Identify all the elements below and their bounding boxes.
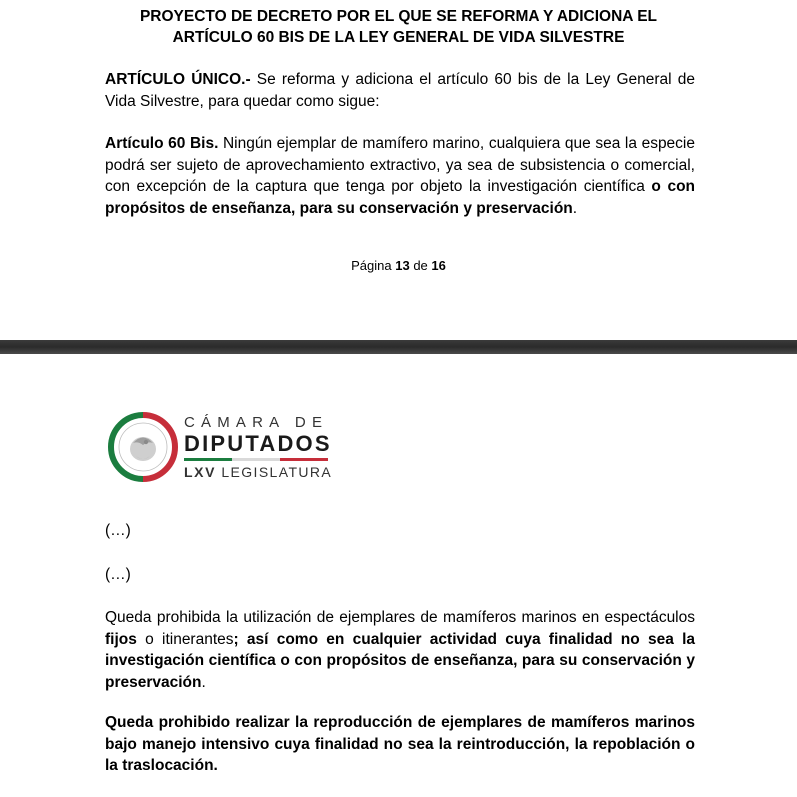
prohibition-paragraph-2: Queda prohibido realizar la reproducción de ejemplares de mamíferos marinos bajo manejo intensivo cuya finalidad no sea la reintroducción, la repoblación o la traslocación. (105, 714, 695, 774)
omitted-text-marker-1: (…) (105, 522, 131, 539)
prohibition-1-part-b: fijos (105, 630, 137, 648)
article-60-bis-period: . (572, 199, 578, 217)
decree-title-line-2: ARTÍCULO 60 BIS DE LA LEY GENERAL DE VIDA SILVESTRE (172, 29, 625, 46)
decree-title-line-1: PROYECTO DE DECRETO POR EL QUE SE REFORMA Y ADICIONA EL (139, 8, 658, 25)
article-unico-label: ARTÍCULO ÚNICO.- (105, 71, 251, 88)
logo-line-legislatura (184, 462, 332, 482)
article-60-bis-addition: o con propósitos de enseñanza, para su conservación y preservación (105, 178, 695, 217)
prohibition-paragraph-1 (105, 607, 695, 693)
logo-legislature-word: LEGISLATURA (216, 464, 333, 480)
article-60-bis-paragraph (105, 133, 695, 219)
camara-de-diputados-logo (108, 406, 338, 486)
omitted-text-marker-2: (…) (105, 566, 131, 583)
article-60-bis-label: Artículo 60 Bis. (105, 135, 219, 152)
document-page-14 (0, 354, 797, 797)
prohibition-1-part-a: Queda prohibida la utilización de ejemplares de mamíferos marinos en espectáculos (105, 609, 695, 626)
article-unico-paragraph (105, 69, 695, 112)
page-number-total: 16 (431, 258, 446, 273)
article-60-bis-text: Ningún ejemplar de mamífero marino, cualquiera que sea la especie podrá ser sujeto de aprovechamiento extractivo, ya sea de subsistencia o comercial, con excepción de la captura que tenga por objeto la investigación científica (105, 135, 695, 195)
page-number (0, 258, 797, 273)
page-number-of: de (409, 258, 432, 273)
logo-legislature-number: LXV (184, 464, 217, 480)
prohibition-1-part-e: ; así como en cualquier actividad cuya finalidad no sea la investigación científica o con propósitos de enseñanza, para su conservación y preservación (105, 630, 695, 691)
page-number-prefix: Página (351, 258, 396, 273)
document-page-13 (0, 0, 797, 340)
article-unico-text: Se reforma y adiciona el artículo 60 bis de la Ley General de Vida Silvestre, para quedar como sigue: (105, 71, 695, 110)
page-number-current: 13 (395, 258, 410, 273)
page-separator (0, 340, 797, 354)
logo-tricolor-rule (184, 458, 328, 461)
prohibition-1-part-c: o (136, 630, 162, 648)
coat-of-arms-seal-icon (108, 412, 178, 482)
logo-line-diputados: DIPUTADOS (184, 431, 332, 456)
logo-line-camara-de: CÁMARA DE (184, 414, 329, 431)
decree-title (0, 6, 797, 48)
prohibition-1-part-d: itinerantes (162, 630, 234, 648)
prohibition-1-part-f: . (201, 673, 206, 691)
